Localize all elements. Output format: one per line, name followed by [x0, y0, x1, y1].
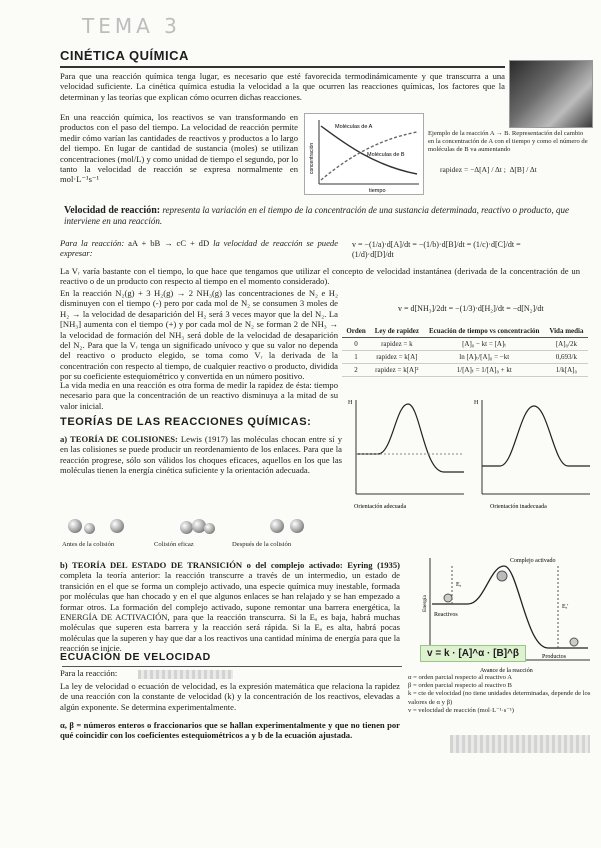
molecule-icon	[110, 519, 124, 533]
table-cell: [A]₀ − kt = [A]ₜ	[424, 338, 545, 351]
order-table	[342, 325, 588, 377]
rate-eq-divider	[62, 666, 402, 667]
molecule-icon	[290, 519, 304, 533]
curve-a	[321, 126, 417, 174]
reactants-label: Reactivos	[434, 612, 458, 618]
table-cell: 2	[342, 364, 370, 377]
rate-expression-b: Δ[B] / Δt	[509, 165, 537, 174]
orientation-graph-left	[348, 394, 468, 514]
table-cell: 0,693/k	[545, 351, 588, 364]
reaction-paragraph: En una reacción química, los reactivos se van transformando en productos con el paso del tiempo. La velocidad de reacción permite medir cómo varían las cantidades de reactivos y productos a lo largo del tiempo. En lugar de cantidad de sustancia (moles) se utilizan concentraciones (mol/L) y como unidad de tiempo el segundo, por lo tanto la velocidad de reacción se expresa normalmente en mol·L⁻¹s⁻¹	[60, 112, 298, 185]
transition-theory-text: completa la teoría anterior: la reacción transcurre a través de un intermedio, un estado de transición en el que se forma un complejo activado, una especie química muy inestable, formada por moléculas que han chocado y en el que algunos enlaces se han relajado y se han empezado a formar otros. La formación del complejo activado, supone remontar una barrera energética, la ENERGÍA DE ACTIVACIÓN, para que la reacción transcurra. Si la Eₐ es baja, habrá muchas moléculas que superen esta barrera y la reacción será rápida. Si la Eₐ es alta, habrá pocas moléculas que la superen y hay que dar a los reactivos una cantidad mínima de energía para que la reacción se inicie.	[60, 570, 400, 654]
energy-y-label: Energía	[422, 594, 428, 612]
table-cell: 1/[A]ₜ = 1/[A]₀ + kt	[424, 364, 545, 377]
collision-illustration	[62, 515, 342, 551]
redacted-reaction	[138, 670, 233, 679]
ammonia-paragraph: En la reacción N₂(g) + 3 H₂(g) → 2 NH₃(g) las concentraciones de N₂ e H₂ disminuyen con el tiempo (-) pero por cada mol de N₂ se consumen 3 moles de H₂ → la velocidad de desaparición del H₂ será 3 veces mayor que la del N₂. La [NH₃] aumenta con el tiempo (+) y por cada mol de N₂ se forman 2 de NH₃ → la velocidad de formación del NH₃ será doble de la velocidad de desaparición del N₂. Para que la Vᵣ tenga un significado unívoco y que su valor no dependa del reactivo o producto elegido, se toma como Vᵣ la derivada de la concentración con respecto al tiempo, de cualquier reactivo o producto, dividida por su coeficiente estequiométrico y convertida en un número positivo.	[60, 288, 338, 382]
molecule-icon	[68, 519, 82, 533]
graph-x-label: tiempo	[369, 188, 386, 194]
table-cell: 1	[342, 351, 370, 364]
molecule-icon	[204, 523, 215, 534]
transition-theory	[60, 560, 400, 654]
right-energy-curve	[482, 406, 590, 466]
theories-title: TEORÍAS DE LAS REACCIONES QUÍMICAS:	[60, 416, 312, 428]
collision-theory	[60, 434, 342, 476]
molecule-icon	[84, 523, 95, 534]
caption-after: Después de la colisión	[232, 541, 292, 548]
concentration-graph-svg	[305, 114, 423, 194]
table-row	[342, 338, 588, 351]
general-reaction	[60, 238, 338, 259]
side-note: Ejemplo de la reacción A → B. Representación del cambio en la concentración de A con el tiempo y como el número de moléculas de B va aumentando	[428, 130, 588, 154]
table-cell: rapidez = k[A]²	[370, 364, 424, 377]
table-cell: [A]₀/2k	[545, 338, 588, 351]
molecule-icon	[180, 521, 193, 534]
lab-photo	[509, 60, 593, 128]
half-life-paragraph: La vida media en una reacción es otra forma de medir la rapidez de ésta: tiempo necesario para que la concentración de un reactivo disminuya a la mitad de su valor inicial.	[60, 380, 338, 411]
rate-eq-text: La ley de velocidad o ecuación de velocidad, es la expresión matemática que relaciona la rapidez de una reacción con la constante de velocidad (k) y la concentración de los reactivos, elevadas a algún exponente. Se determina experimentalmente.	[60, 681, 400, 712]
left-energy-curve	[356, 404, 464, 472]
table-cell: rapidez = k[A]	[370, 351, 424, 364]
table-cell: 0	[342, 338, 370, 351]
note-k: k = cte de velocidad (no tiene unidades determinadas, depende de los valores de α y β)	[408, 690, 591, 706]
peak-label: Complejo activado	[510, 558, 556, 564]
ea-label: Eₐ	[456, 582, 462, 588]
rate-expression-a: −Δ[A] / Δt	[470, 165, 502, 174]
table-cell: 1/k[A]₀	[545, 364, 588, 377]
product-molecule-icon	[570, 638, 578, 646]
products-label: Productos	[542, 654, 566, 660]
title-divider	[60, 66, 505, 68]
orientation-graph-right-svg	[474, 394, 594, 514]
rate-definition	[64, 205, 584, 227]
curve-b-label: Moléculas de B	[367, 152, 405, 158]
order-table-h0: Orden	[342, 325, 370, 338]
rate-eq-label: Para la reacción:	[60, 668, 118, 678]
instant-paragraph: La Vᵣ varía bastante con el tiempo, lo que hace que tengamos que utilizar el concepto de velocidad instantánea (derivada de la concentración de un reactivo o de un producto con respecto al tiempo en el momento considerado).	[60, 266, 580, 287]
left-caption: Orientación adecuada	[354, 504, 407, 510]
rate-expression-label: rapidez =	[440, 165, 469, 174]
alpha-beta-note: α, β = números enteros o fraccionarios que se hallan experimentalmente y que no tienen por qué coincidir con los coeficientes estequiométricos a y b de la ecuación ajustada.	[60, 720, 400, 741]
concentration-graph	[304, 113, 424, 195]
intro-paragraph: Para que una reacción química tenga lugar, es necesario que esté favorecida termodinámicamente y que transcurra a una velocidad suficiente. La cinética química estudia la velocidad a la que ocurren las reacciones químicas, los factores que la determinan y las teorías que explican cómo ocurren dichas reacciones.	[60, 71, 505, 102]
rate-eq-notes	[408, 674, 594, 715]
activated-complex-icon	[497, 571, 507, 581]
general-reaction-eq: aA + bB → cC + dD	[128, 238, 210, 248]
page-title: CINÉTICA QUÍMICA	[60, 48, 189, 63]
rate-definition-text: representa la variación en el tiempo de la concentración de una sustancia determinada, reactivo o producto, que interviene en una reacción.	[64, 205, 569, 226]
left-axis-label: H	[348, 400, 353, 406]
rate-definition-label: Velocidad de reacción:	[64, 205, 161, 216]
handwritten-title: TEMA 3	[82, 14, 181, 38]
right-caption: Orientación inadecuada	[490, 504, 547, 510]
caption-before: Antes de la colisión	[62, 541, 115, 548]
table-cell: rapidez = k	[370, 338, 424, 351]
transition-theory-author: Eyring (1935)	[347, 560, 400, 570]
redacted-block	[450, 735, 590, 753]
order-table-h2: Ecuación de tiempo vs concentración	[424, 325, 545, 338]
collision-theory-label: a) TEORÍA DE COLISIONES:	[60, 434, 178, 444]
orientation-graph-right	[474, 394, 594, 514]
molecule-icon	[270, 519, 284, 533]
transition-theory-label: b) TEORÍA DEL ESTADO DE TRANSICIÓN o del complejo activado:	[60, 560, 343, 570]
table-row	[342, 364, 588, 377]
ea-reverse-label: Eₐ'	[562, 604, 569, 610]
note-alpha: α = orden parcial respecto al reactivo A	[408, 674, 513, 681]
rate-eq-title: ECUACIÓN DE VELOCIDAD	[60, 651, 211, 663]
order-table-wrap	[342, 325, 588, 377]
general-reaction-tail: la velocidad de reacción se puede expresar:	[60, 238, 339, 259]
graph-y-label: concentración	[309, 142, 315, 174]
order-table-h3: Vida media	[545, 325, 588, 338]
orientation-graph-left-svg	[348, 394, 468, 514]
note-beta: β = orden parcial respecto al reactivo B	[408, 682, 512, 690]
general-reaction-label: Para la reacción:	[60, 238, 125, 248]
table-cell: ln [A]ₜ/[A]₀ = −kt	[424, 351, 545, 364]
order-table-h1: Ley de rapidez	[370, 325, 424, 338]
order-table-header	[342, 325, 588, 338]
table-row	[342, 351, 588, 364]
general-rate-formula: v = −(1/a)·d[A]/dt = −(1/b)·d[B]/dt = (1/c)·d[C]/dt = (1/d)·d[D]/dt	[352, 240, 521, 259]
energy-x-label: Avance de la reacción	[480, 668, 533, 674]
note-v: v = velocidad de reacción (mol·L⁻¹·s⁻¹)	[408, 706, 514, 714]
right-axis-label: H	[474, 400, 479, 406]
ammonia-formula: v = d[NH₃]/2dt = −(1/3)·d[H₂]/dt = −d[N₂]/dt	[398, 304, 544, 313]
caption-collision: Colisión eficaz	[154, 541, 194, 548]
curve-a-label: Moléculas de A	[335, 124, 373, 130]
rate-eq-formula: v = k · [A]^α · [B]^β	[420, 645, 526, 662]
reactant-molecule-icon	[444, 594, 452, 602]
collision-theory-text: Lewis (1917) las moléculas chocan entre sí y en las colisiones se puede producir un reordenamiento de los enlaces. Para que la reacción progrese, sólo son válidos los choques eficaces, aquellos en los que las moléculas tienen la energía cinética suficiente y la orientación adecuada.	[60, 434, 342, 476]
rate-expression: rapidez = −Δ[A] / Δt ; Δ[B] / Δt	[440, 165, 537, 174]
